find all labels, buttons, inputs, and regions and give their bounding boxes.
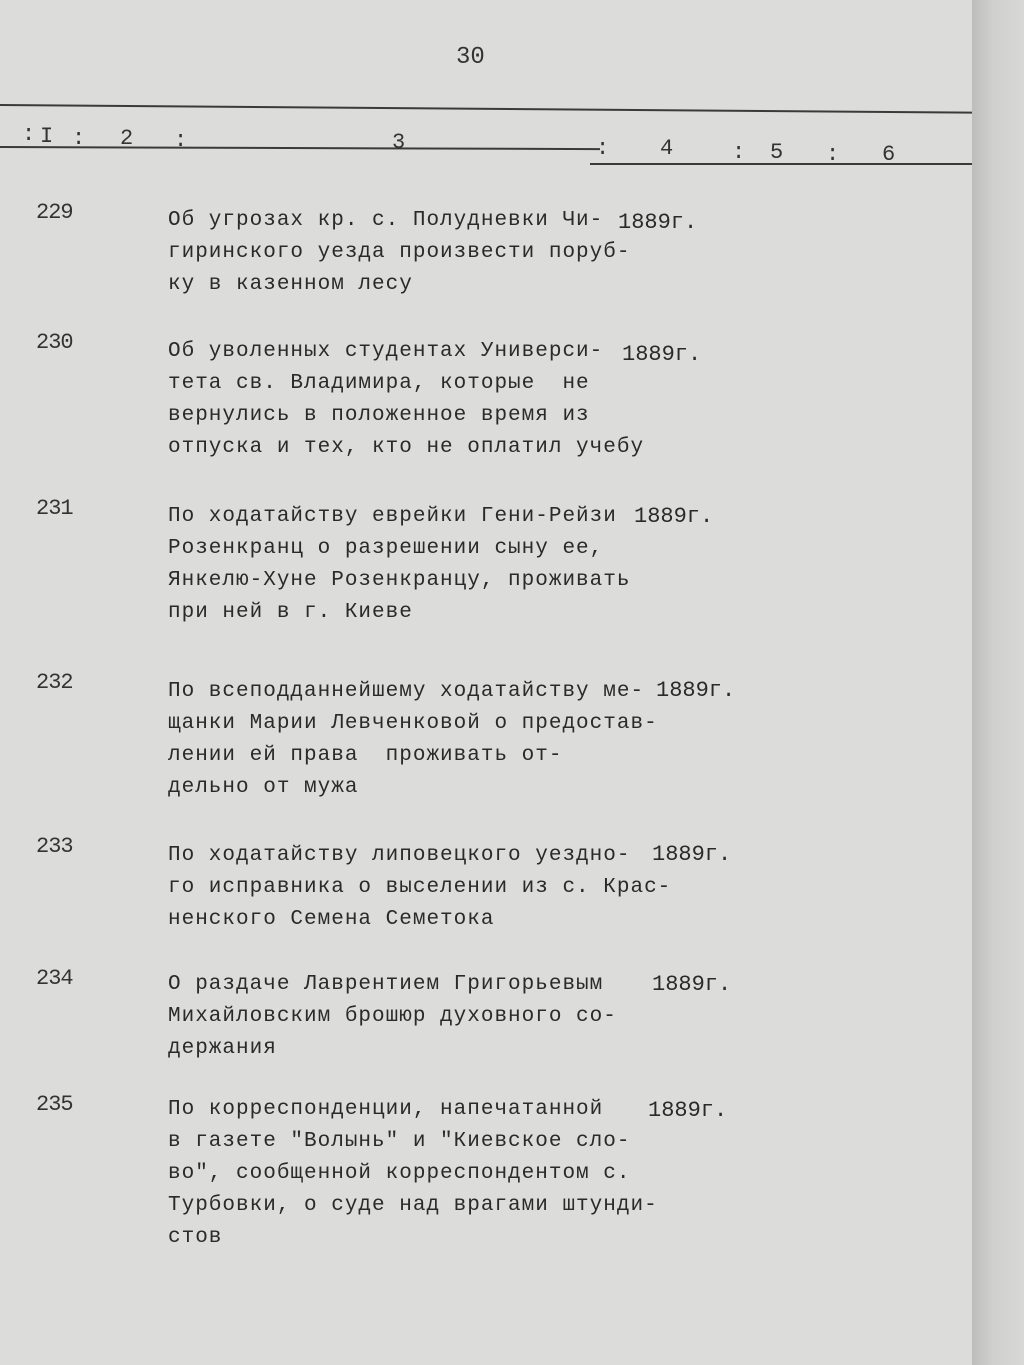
entry-number: 234 [36, 966, 73, 991]
entry-number: 230 [36, 330, 73, 355]
description-line: в газете "Волынь" и "Киевское сло- [168, 1130, 631, 1153]
header-top-rule [0, 104, 972, 114]
description-line: стов [168, 1226, 223, 1249]
entry-description [168, 501, 630, 629]
entry-number: 231 [36, 496, 73, 521]
description-line: дельно от мужа [168, 776, 359, 799]
description-line: Турбовки, о суде над врагами штунди- [168, 1194, 658, 1217]
description-line: тета св. Владимира, которые не [168, 372, 590, 395]
description-line: По всеподданнейшему ходатайству ме- [168, 680, 645, 703]
description-line: отпуска и тех, кто не оплатил учебу [168, 436, 645, 459]
column-header-4: 4 [660, 136, 674, 161]
description-line: Розенкранц о разрешении сыну ее, [168, 537, 604, 560]
column-header-separator: : [732, 140, 746, 165]
entry-year: 1889г. [634, 504, 714, 529]
description-line: По ходатайству еврейки Гени-Рейзи [168, 505, 617, 528]
entry-year: 1889г. [652, 972, 732, 997]
entry-year: 1889г. [656, 678, 736, 703]
description-line: лении ей права проживать от- [168, 744, 563, 767]
description-line: О раздаче Лаврентием Григорьевым [168, 973, 604, 996]
entry-number: 232 [36, 670, 73, 695]
entry-description [168, 676, 658, 804]
column-header-3: 3 [392, 130, 406, 155]
column-header-1: I [40, 124, 54, 149]
description-line: Михайловским брошюр духовного со- [168, 1005, 617, 1028]
description-line: го исправника о выселении из с. Крас- [168, 876, 672, 899]
column-header-2: 2 [120, 126, 134, 151]
page-edge-shadow [972, 0, 1024, 1365]
column-header-5: 5 [770, 140, 784, 165]
description-line: По ходатайству липовецкого уездно- [168, 844, 631, 867]
description-line: щанки Марии Левченковой о предостав- [168, 712, 658, 735]
description-line: Об уволенных студентах Универси- [168, 340, 604, 363]
entry-description [168, 969, 617, 1065]
entry-description [168, 205, 630, 301]
entry-year: 1889г. [618, 210, 698, 235]
column-header-separator: : [22, 122, 36, 147]
entry-number: 235 [36, 1092, 73, 1117]
entry-number: 233 [36, 834, 73, 859]
entry-number: 229 [36, 200, 73, 225]
entry-year: 1889г. [652, 842, 732, 867]
column-header-separator: : [174, 128, 188, 153]
entry-description [168, 1094, 658, 1254]
description-line: Янкелю-Хуне Розенкранцу, проживать [168, 569, 631, 592]
column-header-separator: : [596, 136, 610, 161]
description-line: при ней в г. Киеве [168, 601, 413, 624]
description-line: вернулись в положенное время из [168, 404, 590, 427]
description-line: Об угрозах кр. с. Полудневки Чи- [168, 209, 604, 232]
description-line: во", сообщенной корреспондентом с. [168, 1162, 631, 1185]
entry-year: 1889г. [622, 342, 702, 367]
description-line: По корреспонденции, напечатанной [168, 1098, 604, 1121]
header-middle-rule [0, 146, 600, 150]
description-line: гиринского уезда произвести поруб- [168, 241, 631, 264]
entry-description [168, 336, 644, 464]
column-header-separator: : [826, 142, 840, 167]
column-header-separator: : [72, 126, 86, 151]
column-header-6: 6 [882, 142, 896, 167]
description-line: ненского Семена Семетока [168, 908, 495, 931]
entry-description [168, 840, 671, 936]
description-line: ку в казенном лесу [168, 273, 413, 296]
page-number: 30 [456, 44, 485, 71]
entry-year: 1889г. [648, 1098, 728, 1123]
description-line: держания [168, 1037, 277, 1060]
